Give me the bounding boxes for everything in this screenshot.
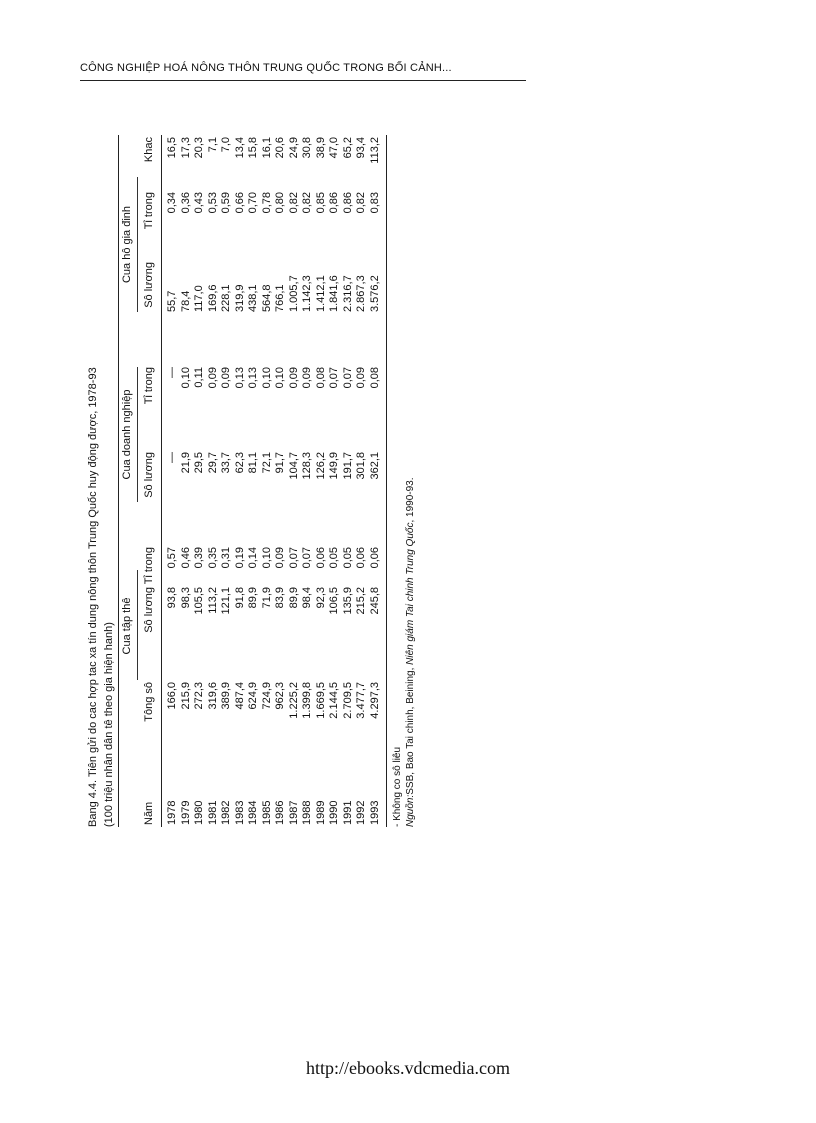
cell-total: 1.399,8 xyxy=(301,682,313,719)
cell-enterprise-amount: 362,1 xyxy=(368,452,381,480)
cell-other: 93,4 xyxy=(355,137,367,159)
cell-other: 38,9 xyxy=(314,137,327,159)
cell-collective-amount: 245,8 xyxy=(368,587,381,615)
table-row xyxy=(342,135,355,827)
cell-year: 1988 xyxy=(301,800,313,825)
cell-year: 1987 xyxy=(287,800,300,825)
cell-collective-amount: 215,2 xyxy=(355,587,367,615)
cell-enterprise-amount: 29,5 xyxy=(193,452,205,474)
cell-total: 2.144,5 xyxy=(328,682,340,719)
cell-other: 20,3 xyxy=(193,137,205,159)
cell-year: 1985 xyxy=(260,800,273,825)
cell-other: 7,1 xyxy=(206,137,219,153)
cell-year: 1993 xyxy=(368,800,381,825)
cell-household-share: 0,83 xyxy=(368,192,381,214)
cell-enterprise-amount: 33,7 xyxy=(220,452,232,474)
cell-enterprise-share: 0,10 xyxy=(179,367,192,389)
source-end: , 1990-93. xyxy=(405,477,416,523)
table-unit: (100 triệu nhân dân tê theo gia hiện hanh) xyxy=(103,622,115,827)
cell-collective-share: 0,19 xyxy=(233,547,246,569)
cell-household-share: 0,59 xyxy=(220,192,232,214)
cell-collective-share: 0,09 xyxy=(274,547,286,569)
table-row xyxy=(288,135,301,827)
column-header-other: Khac xyxy=(143,137,155,163)
cell-other: 16,5 xyxy=(166,137,178,159)
cell-household-amount: 117,0 xyxy=(193,285,205,312)
cell-collective-amount: 135,9 xyxy=(341,587,354,615)
group-rule-collective xyxy=(137,570,138,680)
group-rule-enterprise xyxy=(137,367,138,502)
cell-total: 962,3 xyxy=(274,682,286,710)
cell-household-amount: 1.142,3 xyxy=(301,275,313,312)
cell-household-amount: 1.005,7 xyxy=(287,275,300,312)
cell-enterprise-share: 0,08 xyxy=(314,367,327,389)
cell-year: 1983 xyxy=(233,800,246,825)
cell-enterprise-share: 0,08 xyxy=(368,367,381,389)
table-row xyxy=(369,135,382,827)
table-source xyxy=(406,478,416,828)
cell-other: 30,8 xyxy=(301,137,313,159)
cell-year: 1989 xyxy=(314,800,327,825)
cell-total: 1.225,2 xyxy=(287,682,300,719)
cell-collective-share: 0,05 xyxy=(328,547,340,569)
cell-household-amount: 2.316,7 xyxy=(341,275,354,312)
cell-enterprise-amount: 62,3 xyxy=(233,452,246,474)
cell-household-amount: 1.412,1 xyxy=(314,275,327,312)
cell-total: 389,9 xyxy=(220,682,232,710)
table-bottom-rule xyxy=(386,135,387,827)
cell-total: 487,4 xyxy=(233,682,246,710)
group-header-household: Cua hô gia đinh xyxy=(121,205,133,284)
cell-enterprise-share: 0,10 xyxy=(274,367,286,389)
running-header: CÔNG NGHIỆP HOÁ NÔNG THÔN TRUNG QUỐC TRONG BỐI CẢNH... xyxy=(80,62,452,74)
cell-enterprise-amount: 91,7 xyxy=(274,452,286,474)
cell-collective-amount: 89,9 xyxy=(287,587,300,609)
table-row xyxy=(220,135,233,827)
cell-total: 4.297,3 xyxy=(368,682,381,719)
cell-household-share: 0,86 xyxy=(328,192,340,214)
cell-collective-amount: 105,5 xyxy=(193,587,205,615)
cell-enterprise-share: 0,09 xyxy=(287,367,300,389)
table-top-rule xyxy=(118,135,119,827)
column-header-household-share: Tỉ trong xyxy=(143,192,155,230)
cell-other: 113,2 xyxy=(368,137,381,164)
cell-enterprise-share: 0,13 xyxy=(247,367,259,389)
cell-year: 1980 xyxy=(193,800,205,825)
cell-year: 1979 xyxy=(179,800,192,825)
cell-household-share: 0,34 xyxy=(166,192,178,214)
cell-enterprise-amount: 149,9 xyxy=(328,452,340,480)
cell-collective-share: 0,06 xyxy=(314,547,327,569)
cell-household-share: 0,70 xyxy=(247,192,259,214)
cell-total: 724,9 xyxy=(260,682,273,710)
source-title: Niên giám Tai chinh Trung Quốc xyxy=(405,522,416,665)
cell-total: 272,3 xyxy=(193,682,205,710)
cell-enterprise-share: 0,13 xyxy=(233,367,246,389)
cell-collective-amount: 106,5 xyxy=(328,587,340,615)
table-caption: Bang 4.4. Tiên gửi do cac hợp tac xa tín dung nông thôn Trung Quốc huy động được, 1978-93 xyxy=(87,367,99,827)
cell-household-amount: 2.867,3 xyxy=(355,275,367,312)
cell-other: 65,2 xyxy=(341,137,354,159)
table-note: - Không co sô liêu xyxy=(392,746,403,827)
cell-enterprise-amount: 301,8 xyxy=(355,452,367,480)
cell-collective-share: 0,14 xyxy=(247,547,259,569)
cell-collective-share: 0,05 xyxy=(341,547,354,569)
cell-total: 319,6 xyxy=(206,682,219,710)
cell-household-share: 0,66 xyxy=(233,192,246,214)
cell-household-share: 0,82 xyxy=(301,192,313,214)
cell-collective-amount: 98,3 xyxy=(179,587,192,609)
cell-collective-amount: 113,2 xyxy=(206,587,219,614)
cell-collective-amount: 98,4 xyxy=(301,587,313,609)
cell-enterprise-share: — xyxy=(166,367,178,378)
cell-enterprise-amount: 81,1 xyxy=(247,452,259,474)
cell-other: 7,0 xyxy=(220,137,232,153)
column-header-household-amount: Sô lương xyxy=(143,262,155,308)
cell-total: 3.477,7 xyxy=(355,682,367,719)
cell-other: 15,8 xyxy=(247,137,259,159)
table-row xyxy=(274,135,287,827)
table-row xyxy=(247,135,260,827)
cell-year: 1978 xyxy=(166,800,178,825)
cell-household-share: 0,78 xyxy=(260,192,273,214)
column-header-year: Năm xyxy=(143,801,155,825)
table-row xyxy=(328,135,341,827)
cell-other: 16,1 xyxy=(260,137,273,159)
cell-collective-amount: 121,1 xyxy=(220,587,232,615)
cell-total: 2.709,5 xyxy=(341,682,354,719)
cell-year: 1986 xyxy=(274,800,286,825)
column-header-total: Tông sô xyxy=(143,682,155,722)
cell-enterprise-amount: 21,9 xyxy=(179,452,192,474)
cell-collective-amount: 92,3 xyxy=(314,587,327,609)
footer-url: http://ebooks.vdcmedia.com xyxy=(306,1058,510,1078)
header-rule xyxy=(80,80,526,81)
cell-household-share: 0,86 xyxy=(341,192,354,214)
cell-other: 20,6 xyxy=(274,137,286,159)
cell-household-amount: 169,6 xyxy=(206,284,219,312)
column-header-enterprise-share: Tỉ trong xyxy=(143,367,155,405)
cell-collective-share: 0,10 xyxy=(260,547,273,569)
cell-enterprise-amount: 128,3 xyxy=(301,452,313,480)
cell-collective-share: 0,07 xyxy=(287,547,300,569)
cell-household-amount: 766,1 xyxy=(274,284,286,312)
table-row xyxy=(301,135,314,827)
cell-collective-share: 0,06 xyxy=(355,547,367,569)
cell-enterprise-share: 0,09 xyxy=(220,367,232,389)
cell-other: 17,3 xyxy=(179,137,192,159)
cell-collective-share: 0,46 xyxy=(179,547,192,569)
cell-collective-share: 0,57 xyxy=(166,547,178,569)
cell-year: 1990 xyxy=(328,800,340,825)
cell-enterprise-amount: 29,7 xyxy=(206,452,219,474)
cell-collective-amount: 91,8 xyxy=(233,587,246,609)
cell-collective-share: 0,06 xyxy=(368,547,381,569)
cell-household-share: 0,80 xyxy=(274,192,286,214)
group-rule-household xyxy=(137,177,138,312)
cell-enterprise-share: 0,09 xyxy=(301,367,313,389)
group-header-enterprise: Cua doanh nghiệp xyxy=(121,389,133,480)
cell-collective-amount: 83,9 xyxy=(274,587,286,609)
header-bottom-rule xyxy=(161,135,162,827)
cell-household-share: 0,53 xyxy=(206,192,219,214)
cell-household-share: 0,43 xyxy=(193,192,205,214)
table-row xyxy=(315,135,328,827)
cell-enterprise-amount: 126,2 xyxy=(314,452,327,480)
table-row xyxy=(234,135,247,827)
cell-collective-share: 0,35 xyxy=(206,547,219,569)
column-header-collective-amount: Sô lương xyxy=(143,587,155,633)
source-text: SSB, Bao Tai chinh, Beining, xyxy=(405,664,416,795)
cell-enterprise-share: 0,09 xyxy=(355,367,367,389)
cell-other: 47,0 xyxy=(328,137,340,159)
cell-collective-amount: 89,9 xyxy=(247,587,259,609)
cell-collective-share: 0,39 xyxy=(193,547,205,569)
cell-total: 1.669,5 xyxy=(314,682,327,719)
cell-household-amount: 564,8 xyxy=(260,284,273,312)
cell-total: 624,9 xyxy=(247,682,259,710)
cell-collective-amount: 93,8 xyxy=(166,587,178,609)
cell-household-share: 0,82 xyxy=(287,192,300,214)
cell-household-share: 0,36 xyxy=(179,192,192,214)
cell-total: 166,0 xyxy=(166,682,178,710)
cell-household-share: 0,85 xyxy=(314,192,327,214)
cell-enterprise-amount: 191,7 xyxy=(341,452,354,480)
table-row xyxy=(261,135,274,827)
cell-enterprise-share: 0,07 xyxy=(341,367,354,389)
column-header-enterprise-amount: Sô lương xyxy=(143,452,155,498)
cell-enterprise-share: 0,09 xyxy=(206,367,219,389)
rotated-table-block xyxy=(82,110,492,827)
cell-enterprise-share: 0,10 xyxy=(260,367,273,389)
table-row xyxy=(193,135,206,827)
cell-household-amount: 438,1 xyxy=(247,284,259,312)
cell-household-amount: 1.841,6 xyxy=(328,275,340,312)
cell-household-amount: 228,1 xyxy=(220,284,232,312)
cell-household-amount: 78,4 xyxy=(179,290,192,312)
cell-other: 13,4 xyxy=(233,137,246,159)
cell-collective-share: 0,07 xyxy=(301,547,313,569)
column-header-collective-share: Tỉ trong xyxy=(143,547,155,585)
cell-enterprise-share: 0,11 xyxy=(193,367,205,388)
cell-year: 1984 xyxy=(247,800,259,825)
cell-household-amount: 319,9 xyxy=(233,284,246,312)
cell-collective-share: 0,31 xyxy=(220,547,232,569)
cell-year: 1982 xyxy=(220,800,232,825)
cell-enterprise-amount: 72,1 xyxy=(260,452,273,474)
cell-enterprise-amount: 104,7 xyxy=(287,452,300,480)
cell-enterprise-amount: — xyxy=(166,452,178,463)
cell-other: 24,9 xyxy=(287,137,300,159)
cell-enterprise-share: 0,07 xyxy=(328,367,340,389)
source-label: Nguồn: xyxy=(405,794,416,827)
cell-collective-amount: 71,9 xyxy=(260,587,273,609)
cell-year: 1992 xyxy=(355,800,367,825)
cell-household-share: 0,82 xyxy=(355,192,367,214)
group-header-collective: Cua tập thê xyxy=(121,597,133,655)
cell-total: 215,9 xyxy=(179,682,192,710)
cell-household-amount: 3.576,2 xyxy=(368,275,381,312)
cell-year: 1981 xyxy=(206,800,219,825)
cell-household-amount: 55,7 xyxy=(166,290,178,312)
table-row xyxy=(355,135,368,827)
table-row xyxy=(180,135,193,827)
table-row xyxy=(207,135,220,827)
table-row xyxy=(166,135,179,827)
cell-year: 1991 xyxy=(341,800,354,825)
